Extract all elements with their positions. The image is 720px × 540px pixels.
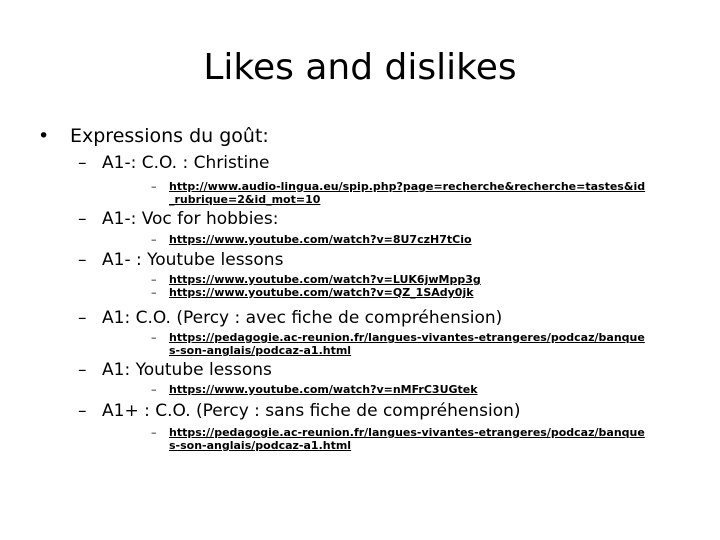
link[interactable]: https://www.youtube.com/watch?v=LUK6jwMpp3g <box>169 273 481 286</box>
link-row <box>151 383 651 396</box>
list-item <box>78 359 272 381</box>
link[interactable]: https://www.youtube.com/watch?v=nMFrC3UGtek <box>169 383 478 396</box>
link-row <box>151 273 651 286</box>
list-item <box>78 307 502 329</box>
dash-marker: – <box>78 250 87 270</box>
link[interactable]: https://pedagogie.ac-reunion.fr/langues-vivantes-etrangeres/podcaz/banques-son-anglais/podcaz-a1.html <box>169 426 645 452</box>
link[interactable]: https://pedagogie.ac-reunion.fr/langues-vivantes-etrangeres/podcaz/banques-son-anglais/podcaz-a1.html <box>169 331 645 357</box>
link-group <box>151 426 651 452</box>
item-label: A1+ : C.O. (Percy : sans fiche de compréhension) <box>102 401 521 421</box>
dash-marker: – <box>78 401 87 421</box>
link[interactable]: https://www.youtube.com/watch?v=8U7czH7tCio <box>169 233 472 246</box>
dash-marker: – <box>151 273 157 286</box>
link-group <box>151 331 651 357</box>
item-label: A1- : Youtube lessons <box>102 250 284 270</box>
dash-marker: – <box>78 308 87 328</box>
dash-marker: – <box>78 209 87 229</box>
dash-marker: – <box>151 331 157 344</box>
bullet-dot: • <box>38 125 50 147</box>
item-label: A1: C.O. (Percy : avec fiche de compréhension) <box>102 308 503 328</box>
list-item <box>78 152 269 174</box>
dash-marker: – <box>151 233 157 246</box>
slide-title: Likes and dislikes <box>203 47 517 88</box>
dash-marker: – <box>78 360 87 380</box>
dash-marker: – <box>151 426 157 439</box>
link-row <box>151 180 651 206</box>
list-item <box>78 249 283 271</box>
main-bullet <box>38 124 269 148</box>
dash-marker: – <box>151 180 157 193</box>
dash-marker: – <box>151 383 157 396</box>
dash-marker: – <box>78 153 87 173</box>
item-label: A1-: Voc for hobbies: <box>102 209 279 229</box>
link[interactable]: http://www.audio-lingua.eu/spip.php?page=recherche&recherche=tastes&id_rubrique=2&id_mot=10 <box>169 180 646 206</box>
link-row <box>151 331 651 357</box>
link-group <box>151 180 651 206</box>
list-item <box>78 208 278 230</box>
link-row <box>151 233 651 246</box>
link[interactable]: https://www.youtube.com/watch?v=QZ_1SAdy0jk <box>169 286 474 299</box>
item-label: A1-: C.O. : Christine <box>102 153 270 173</box>
link-group <box>151 233 651 246</box>
dash-marker: – <box>151 286 157 299</box>
link-row <box>151 426 651 452</box>
item-label: A1: Youtube lessons <box>102 360 272 380</box>
heading-text: Expressions du goût: <box>70 125 269 147</box>
link-group <box>151 383 651 396</box>
link-row <box>151 286 651 299</box>
list-item <box>78 400 521 422</box>
link-group <box>151 273 651 299</box>
